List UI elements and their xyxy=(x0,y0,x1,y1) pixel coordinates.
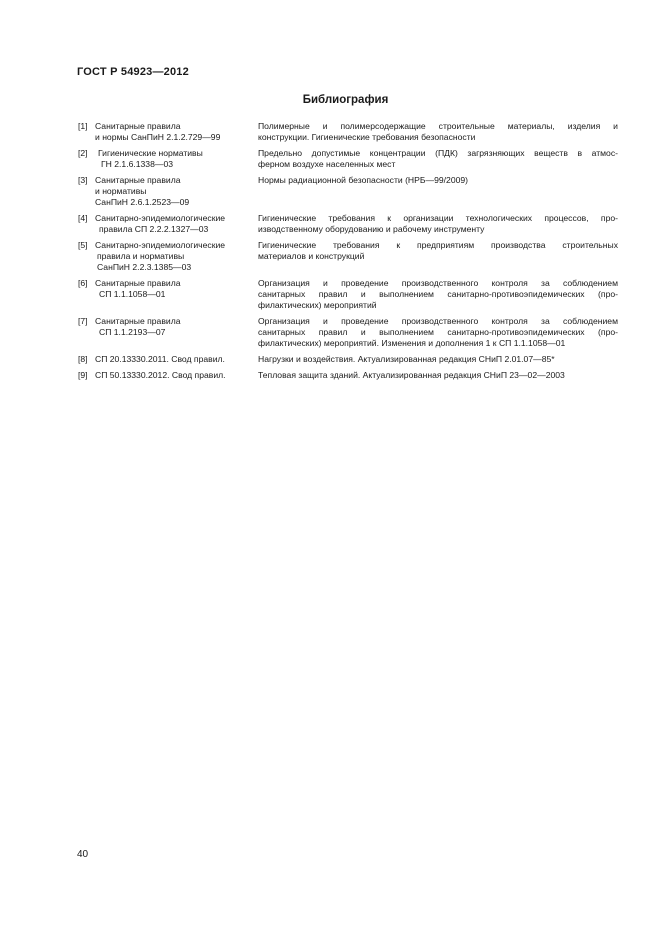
bibliography-entry xyxy=(78,370,618,381)
entry-description-line: изводственному оборудованию и рабочему инструменту xyxy=(258,224,485,234)
entry-description-line: конструкции. Гигиенические требования безопасности xyxy=(258,132,476,142)
entry-source-line: Санитарно-эпидемиологические xyxy=(95,240,226,250)
entry-source xyxy=(95,175,258,208)
entry-description-line: Гигиенические требования к предприятиям производства строительных xyxy=(258,240,618,250)
entry-description-line: санитарных правил и выполнением санитарно-противоэпидемических (про- xyxy=(258,327,618,337)
entry-source-column xyxy=(78,175,258,208)
entry-source xyxy=(95,148,258,170)
entry-description xyxy=(258,278,618,311)
entry-description-line: Полимерные и полимерсодержащие строительные материалы, изделия и xyxy=(258,121,618,131)
entry-number: [7] xyxy=(78,316,88,326)
entry-number: [8] xyxy=(78,354,88,364)
entry-source-line: Санитарные правила xyxy=(95,316,181,326)
entry-description-line: санитарных правил и выполнением санитарно-противоэпидемических (про- xyxy=(258,289,618,299)
entry-source-column xyxy=(78,354,258,365)
entry-number: [4] xyxy=(78,213,88,223)
bibliography-entry xyxy=(78,175,618,208)
bibliography-entry xyxy=(78,148,618,170)
entry-description-line: Тепловая защита зданий. Актуализированная редакция СНиП 23—02—2003 xyxy=(258,370,565,380)
entry-description-line: филактических) мероприятий xyxy=(258,300,377,310)
entry-description xyxy=(258,240,618,273)
entry-number: [6] xyxy=(78,278,88,288)
entry-source xyxy=(95,213,258,235)
entry-description xyxy=(258,370,618,381)
entry-source-line: Санитарные правила xyxy=(95,121,181,131)
document-code-header: ГОСТ Р 54923—2012 xyxy=(77,66,189,78)
entry-source xyxy=(95,278,258,311)
entry-description-line: Организация и проведение производственного контроля за соблюдением xyxy=(258,316,618,326)
entry-source-line: и нормы СанПиН 2.1.2.729—99 xyxy=(95,132,221,142)
entry-description-line: материалов и конструкций xyxy=(258,251,365,261)
entry-description-line: Нормы радиационной безопасности (НРБ—99/2009) xyxy=(258,175,469,185)
entry-source xyxy=(95,354,258,365)
entry-description-line: ферном воздухе населенных мест xyxy=(258,159,396,169)
entry-source-line: СП 20.13330.2011. Свод правил. xyxy=(95,354,225,364)
entry-description-line: Организация и проведение производственного контроля за соблюдением xyxy=(258,278,618,288)
bibliography-entry xyxy=(78,278,618,311)
entry-number: [2] xyxy=(78,148,88,158)
entry-source-line: и нормативы xyxy=(95,186,147,196)
entry-description-line: Гигиенические требования к организации технологических процессов, про- xyxy=(258,213,618,223)
entry-source-line: правила СП 2.2.2.1327—03 xyxy=(99,224,209,234)
bibliography-entry xyxy=(78,213,618,235)
bibliography-entry xyxy=(78,354,618,365)
entry-number: [9] xyxy=(78,370,88,380)
page-number: 40 xyxy=(77,849,89,860)
entry-description-line: Нагрузки и воздействия. Актуализированная редакция СНиП 2.01.07—85* xyxy=(258,354,555,364)
entry-source xyxy=(95,370,258,381)
entry-number: [3] xyxy=(78,175,88,185)
bibliography-entry xyxy=(78,316,618,349)
entry-source-line: СанПиН 2.6.1.2523—09 xyxy=(95,197,190,207)
entry-description xyxy=(258,175,618,208)
entry-source-line: СанПиН 2.2.3.1385—03 xyxy=(97,262,192,272)
bibliography-entry xyxy=(78,121,618,143)
entry-source-line: Гигиенические нормативы xyxy=(98,148,203,158)
page-title: Библиография xyxy=(302,94,389,106)
entry-number: [1] xyxy=(78,121,88,131)
entry-description xyxy=(258,148,618,170)
entry-source xyxy=(95,240,258,273)
entry-number: [5] xyxy=(78,240,88,250)
entry-source-column xyxy=(78,278,258,311)
entry-source xyxy=(95,316,258,349)
entry-source-line: ГН 2.1.6.1338—03 xyxy=(101,159,174,169)
entry-source-column xyxy=(78,213,258,235)
entry-source-column xyxy=(78,121,258,143)
entry-description xyxy=(258,213,618,235)
entry-source-line: СП 50.13330.2012. Свод правил. xyxy=(95,370,226,380)
entry-description-line: филактических) мероприятий. Изменения и дополнения 1 к СП 1.1.1058—01 xyxy=(258,338,566,348)
entry-source-column xyxy=(78,316,258,349)
entry-description-line: Предельно допустимые концентрации (ПДК) загрязняющих веществ в атмос- xyxy=(258,148,618,158)
entry-description xyxy=(258,316,618,349)
entry-source-column xyxy=(78,240,258,273)
entry-source-line: Санитарные правила xyxy=(95,278,181,288)
entry-source xyxy=(95,121,258,143)
bibliography-list xyxy=(78,121,618,386)
entry-source-line: Санитарные правила xyxy=(95,175,181,185)
entry-source-column xyxy=(78,148,258,170)
entry-source-line: СП 1.1.2193—07 xyxy=(99,327,166,337)
entry-source-line: Санитарно-эпидемиологические xyxy=(95,213,226,223)
entry-description xyxy=(258,121,618,143)
entry-source-column xyxy=(78,370,258,381)
entry-description xyxy=(258,354,618,365)
entry-source-line: СП 1.1.1058—01 xyxy=(99,289,166,299)
entry-source-line: правила и нормативы xyxy=(97,251,185,261)
bibliography-entry xyxy=(78,240,618,273)
